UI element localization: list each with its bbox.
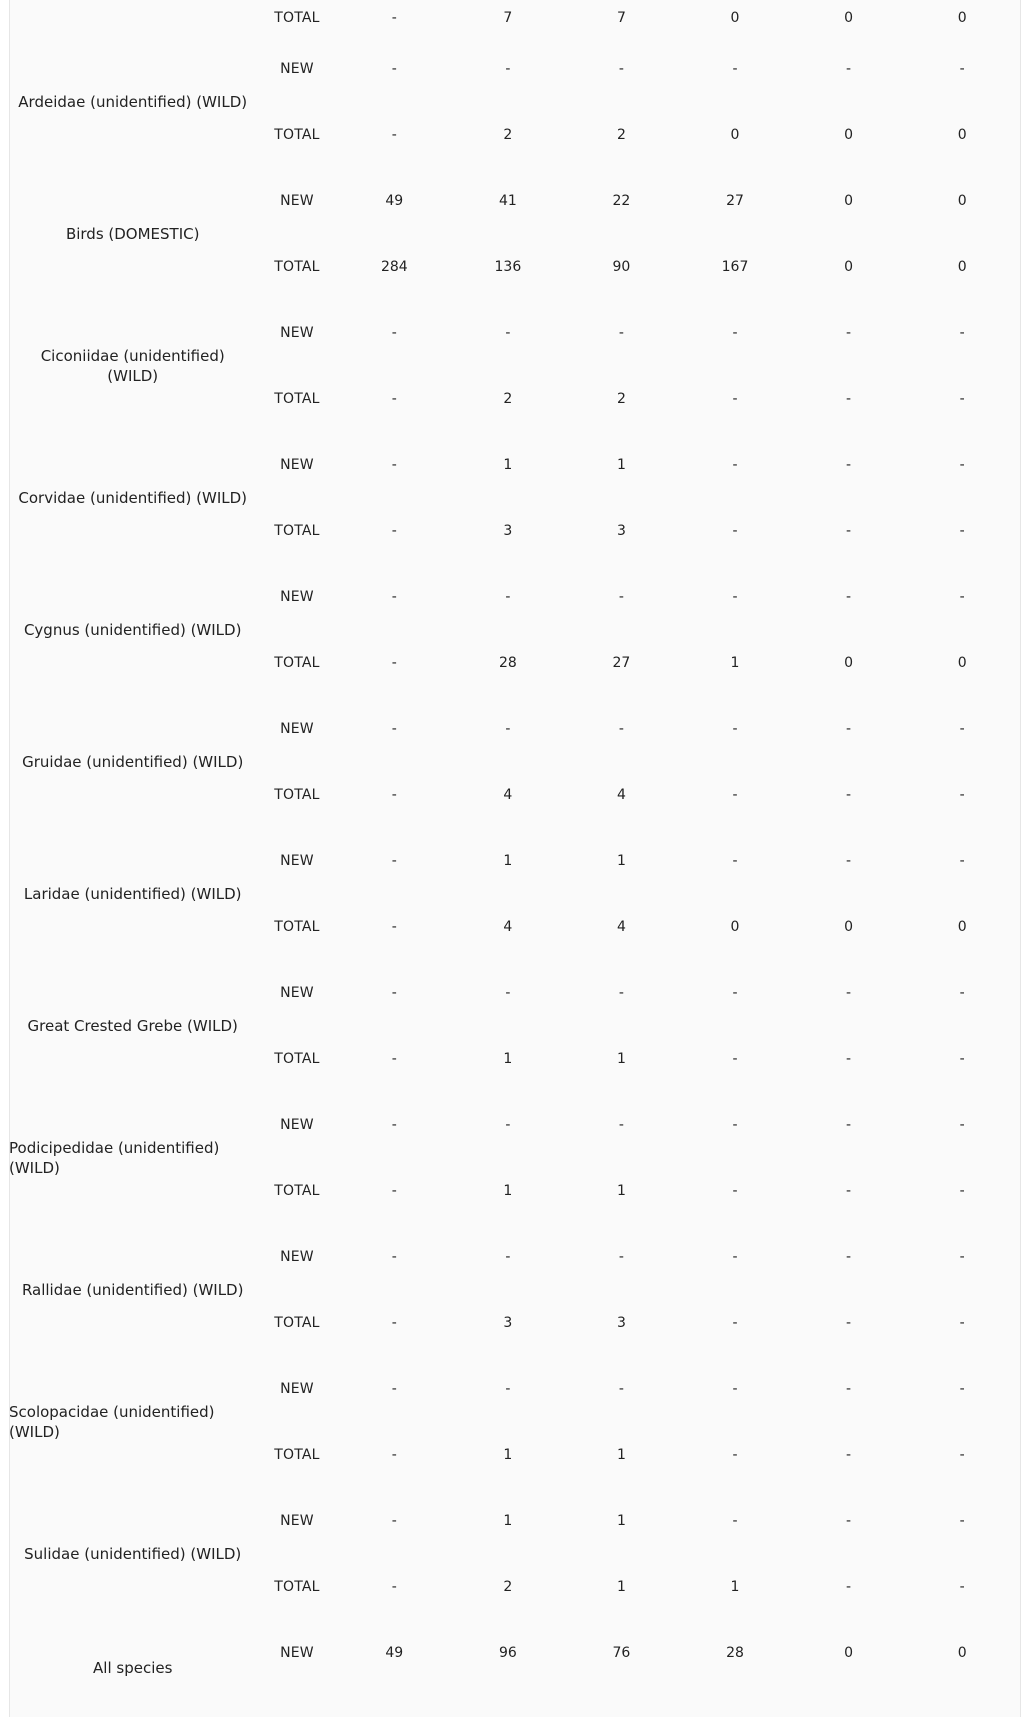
table-cell: 7: [616, 10, 626, 26]
table-cell: -: [846, 457, 852, 473]
table-cell: 90: [612, 259, 631, 275]
table-cell: -: [959, 985, 965, 1001]
row-type-new: NEW: [280, 1117, 314, 1133]
table-cell: 0: [730, 10, 740, 26]
table-row: [9, 300, 1019, 366]
row-type-new: NEW: [280, 61, 314, 77]
species-label: Scolopacidae (unidentified) (WILD): [9, 1403, 215, 1441]
species-label: Ardeidae (unidentified) (WILD): [18, 93, 248, 111]
table-row: [9, 1620, 1019, 1686]
table-cell: -: [846, 61, 852, 77]
table-row: [9, 0, 1019, 36]
table-cell: 1: [503, 1513, 513, 1529]
table-cell: -: [732, 1051, 738, 1067]
table-row: [9, 168, 1019, 234]
table-cell: 0: [957, 1645, 967, 1661]
table-cell: -: [846, 1183, 852, 1199]
table-cell: -: [732, 589, 738, 605]
table-cell: 3: [616, 523, 626, 539]
table-cell: -: [732, 1117, 738, 1133]
table-cell: 0: [957, 919, 967, 935]
table-cell: -: [391, 61, 397, 77]
row-type-total: TOTAL: [274, 919, 320, 935]
table-cell: -: [505, 589, 511, 605]
table-row: [9, 960, 1019, 1026]
table-cell: -: [732, 1513, 738, 1529]
table-row: [9, 432, 1019, 498]
table-cell: -: [391, 1513, 397, 1529]
table-cell: -: [618, 61, 624, 77]
table-cell: -: [391, 325, 397, 341]
table-cell: [678, 1686, 792, 1716]
table-cell: 49: [385, 1645, 404, 1661]
table-cell: -: [846, 1051, 852, 1067]
table-cell: 1: [730, 1579, 740, 1595]
table-row: [9, 1092, 1019, 1158]
table-cell: -: [959, 721, 965, 737]
table-cell: -: [959, 523, 965, 539]
table-cell: 2: [616, 127, 626, 143]
table-cell: 136: [494, 259, 522, 275]
species-label: Great Crested Grebe (WILD): [27, 1017, 238, 1035]
table-cell: 0: [730, 127, 740, 143]
row-type-total: TOTAL: [274, 1447, 320, 1463]
table-cell: -: [391, 1183, 397, 1199]
table-cell: -: [732, 391, 738, 407]
table-cell: 3: [503, 523, 513, 539]
row-type-new: NEW: [280, 1645, 314, 1661]
table-cell: -: [618, 721, 624, 737]
table-cell: 1: [503, 457, 513, 473]
table-cell: -: [391, 523, 397, 539]
table-cell: -: [505, 325, 511, 341]
row-type-total: TOTAL: [274, 655, 320, 671]
table-cell: -: [959, 457, 965, 473]
table-cell: 7: [503, 10, 513, 26]
table-cell: -: [846, 1117, 852, 1133]
table-cell: 4: [503, 787, 513, 803]
table-cell: 27: [612, 655, 631, 671]
row-type-new: NEW: [280, 853, 314, 869]
table-cell: 1: [730, 655, 740, 671]
table-cell: -: [391, 1051, 397, 1067]
table-cell: 1: [616, 1183, 626, 1199]
row-type-total: TOTAL: [274, 1579, 320, 1595]
species-label: Podicipedidae (unidentified) (WILD): [9, 1139, 220, 1177]
table-cell: -: [732, 1315, 738, 1331]
table-cell: -: [959, 1447, 965, 1463]
table-cell: -: [732, 457, 738, 473]
table-cell: 0: [957, 10, 967, 26]
table-cell: -: [959, 1117, 965, 1133]
table-cell: -: [959, 1183, 965, 1199]
species-label: Corvidae (unidentified) (WILD): [18, 489, 248, 507]
table-cell: -: [846, 1249, 852, 1265]
species-label: Gruidae (unidentified) (WILD): [22, 753, 244, 771]
table-cell: 0: [844, 919, 854, 935]
table-cell: 0: [844, 10, 854, 26]
table-cell: 1: [616, 1447, 626, 1463]
table-cell: 1: [503, 1447, 513, 1463]
table-cell: -: [505, 1381, 511, 1397]
row-type-new: NEW: [280, 1513, 314, 1529]
table-cell: -: [846, 1579, 852, 1595]
table-cell: -: [732, 1249, 738, 1265]
row-type-total: TOTAL: [274, 1183, 320, 1199]
table-cell: -: [959, 61, 965, 77]
table-cell: -: [391, 1315, 397, 1331]
table-row: [9, 1356, 1019, 1422]
row-type-total: TOTAL: [274, 1315, 320, 1331]
table-cell: 41: [498, 193, 517, 209]
row-type-new: NEW: [280, 589, 314, 605]
table-cell: 2: [503, 391, 513, 407]
table-cell: -: [846, 985, 852, 1001]
species-label: Ciconiidae (unidentified) (WILD): [40, 347, 225, 385]
table-cell: -: [391, 457, 397, 473]
table-cell: 0: [844, 1645, 854, 1661]
species-outbreak-table: [9, 0, 1019, 1716]
table-cell: -: [618, 325, 624, 341]
table-row: [9, 564, 1019, 630]
table-cell: 4: [503, 919, 513, 935]
species-label: Birds (DOMESTIC): [65, 225, 200, 243]
row-type-new: NEW: [280, 721, 314, 737]
table-cell: -: [732, 1183, 738, 1199]
row-type-total: TOTAL: [274, 1051, 320, 1067]
table-cell: -: [391, 391, 397, 407]
table-cell: -: [846, 391, 852, 407]
table-cell: -: [846, 721, 852, 737]
table-cell: 76: [612, 1645, 631, 1661]
table-cell: -: [959, 1579, 965, 1595]
table-cell: 1: [503, 1183, 513, 1199]
table-cell: -: [505, 721, 511, 737]
row-type-total: TOTAL: [274, 523, 320, 539]
table-cell: -: [391, 10, 397, 26]
species-label: Laridae (unidentified) (WILD): [23, 885, 242, 903]
table-cell: 0: [957, 193, 967, 209]
table-cell: 27: [726, 193, 744, 209]
table-cell: 4: [616, 919, 626, 935]
table-cell: -: [732, 787, 738, 803]
table-cell: [451, 1686, 565, 1716]
table-cell: 1: [503, 1051, 513, 1067]
table-cell: 167: [721, 259, 749, 275]
table-cell: 0: [730, 919, 740, 935]
table-cell: -: [391, 1117, 397, 1133]
table-cell: -: [846, 853, 852, 869]
table-cell: -: [959, 787, 965, 803]
table-cell: -: [732, 853, 738, 869]
table-cell: -: [391, 1381, 397, 1397]
table-cell: -: [391, 919, 397, 935]
table-row: [9, 696, 1019, 762]
table-cell: -: [391, 853, 397, 869]
table-cell: -: [732, 721, 738, 737]
table-cell: -: [846, 589, 852, 605]
table-cell: -: [732, 1447, 738, 1463]
table-cell: -: [846, 523, 852, 539]
row-type-total: TOTAL: [274, 391, 320, 407]
table-row: [9, 1488, 1019, 1554]
table-cell: -: [959, 1381, 965, 1397]
table-cell: [905, 1686, 1019, 1716]
table-cell: -: [391, 589, 397, 605]
table-cell: -: [959, 1051, 965, 1067]
table-cell: 0: [844, 193, 854, 209]
row-type-new: NEW: [280, 1249, 314, 1265]
table-cell: -: [618, 1249, 624, 1265]
table-cell: -: [959, 1249, 965, 1265]
table-cell: 0: [957, 259, 967, 275]
table-cell: 49: [385, 193, 404, 209]
table-cell: [338, 1686, 452, 1716]
table-cell: -: [846, 787, 852, 803]
table-cell: 0: [957, 127, 967, 143]
table-row: [9, 828, 1019, 894]
table-cell: 1: [616, 457, 626, 473]
table-cell: -: [618, 1117, 624, 1133]
row-type-total: TOTAL: [274, 787, 320, 803]
table-cell: -: [732, 61, 738, 77]
table-row: [9, 36, 1019, 102]
table-cell: 0: [844, 127, 854, 143]
table-cell: 284: [380, 259, 408, 275]
row-type-new: NEW: [280, 1381, 314, 1397]
table-cell: -: [505, 1249, 511, 1265]
table-cell: 28: [726, 1645, 744, 1661]
table-cell: 1: [616, 1513, 626, 1529]
table-cell: -: [846, 1315, 852, 1331]
table-cell: 2: [616, 391, 626, 407]
table-cell: 0: [957, 655, 967, 671]
table-cell: -: [618, 589, 624, 605]
table-cell: -: [959, 589, 965, 605]
row-type-total: TOTAL: [274, 127, 320, 143]
table-cell: 3: [616, 1315, 626, 1331]
table-cell: -: [391, 655, 397, 671]
species-label: Rallidae (unidentified) (WILD): [21, 1281, 244, 1299]
table-cell: 1: [616, 853, 626, 869]
table-cell: -: [391, 985, 397, 1001]
table-cell: [792, 1686, 906, 1716]
table-cell: -: [391, 1579, 397, 1595]
row-type-total: TOTAL: [274, 10, 320, 26]
table-cell: 1: [503, 853, 513, 869]
row-type-new: NEW: [280, 457, 314, 473]
table-cell: [256, 1686, 337, 1716]
table-cell: 0: [844, 259, 854, 275]
table-cell: -: [505, 61, 511, 77]
table-cell: -: [959, 853, 965, 869]
table-cell: -: [391, 1249, 397, 1265]
table-cell: -: [732, 985, 738, 1001]
species-label: [9, 0, 256, 36]
row-type-new: NEW: [280, 325, 314, 341]
table-cell: 28: [498, 655, 517, 671]
table-cell: -: [391, 1447, 397, 1463]
table-cell: 0: [844, 655, 854, 671]
table-cell: -: [959, 391, 965, 407]
table-cell: -: [846, 1447, 852, 1463]
table-cell: 1: [616, 1051, 626, 1067]
table-cell: 3: [503, 1315, 513, 1331]
table-cell: -: [618, 1381, 624, 1397]
species-label: Sulidae (unidentified) (WILD): [24, 1545, 242, 1563]
species-label: All species: [93, 1659, 173, 1677]
table-cell: 96: [498, 1645, 517, 1661]
table-cell: 1: [616, 1579, 626, 1595]
table-cell: -: [505, 985, 511, 1001]
row-type-new: NEW: [280, 193, 314, 209]
table-cell: -: [391, 787, 397, 803]
table-cell: [565, 1686, 679, 1716]
row-type-new: NEW: [280, 985, 314, 1001]
species-label: Cygnus (unidentified) (WILD): [23, 621, 242, 639]
table-cell: -: [732, 523, 738, 539]
table-cell: -: [391, 127, 397, 143]
table-row: [9, 1224, 1019, 1290]
table-cell: -: [846, 1381, 852, 1397]
table-cell: -: [846, 325, 852, 341]
table-cell: -: [959, 325, 965, 341]
table-cell: -: [618, 985, 624, 1001]
table-cell: -: [846, 1513, 852, 1529]
table-cell: -: [732, 325, 738, 341]
table-cell: 2: [503, 127, 513, 143]
table-cell: -: [959, 1513, 965, 1529]
row-type-total: TOTAL: [274, 259, 320, 275]
table-cell: -: [505, 1117, 511, 1133]
table-cell: 4: [616, 787, 626, 803]
table-cell: 22: [612, 193, 631, 209]
table-cell: -: [732, 1381, 738, 1397]
table-cell: 2: [503, 1579, 513, 1595]
table-cell: -: [959, 1315, 965, 1331]
table-cell: -: [391, 721, 397, 737]
